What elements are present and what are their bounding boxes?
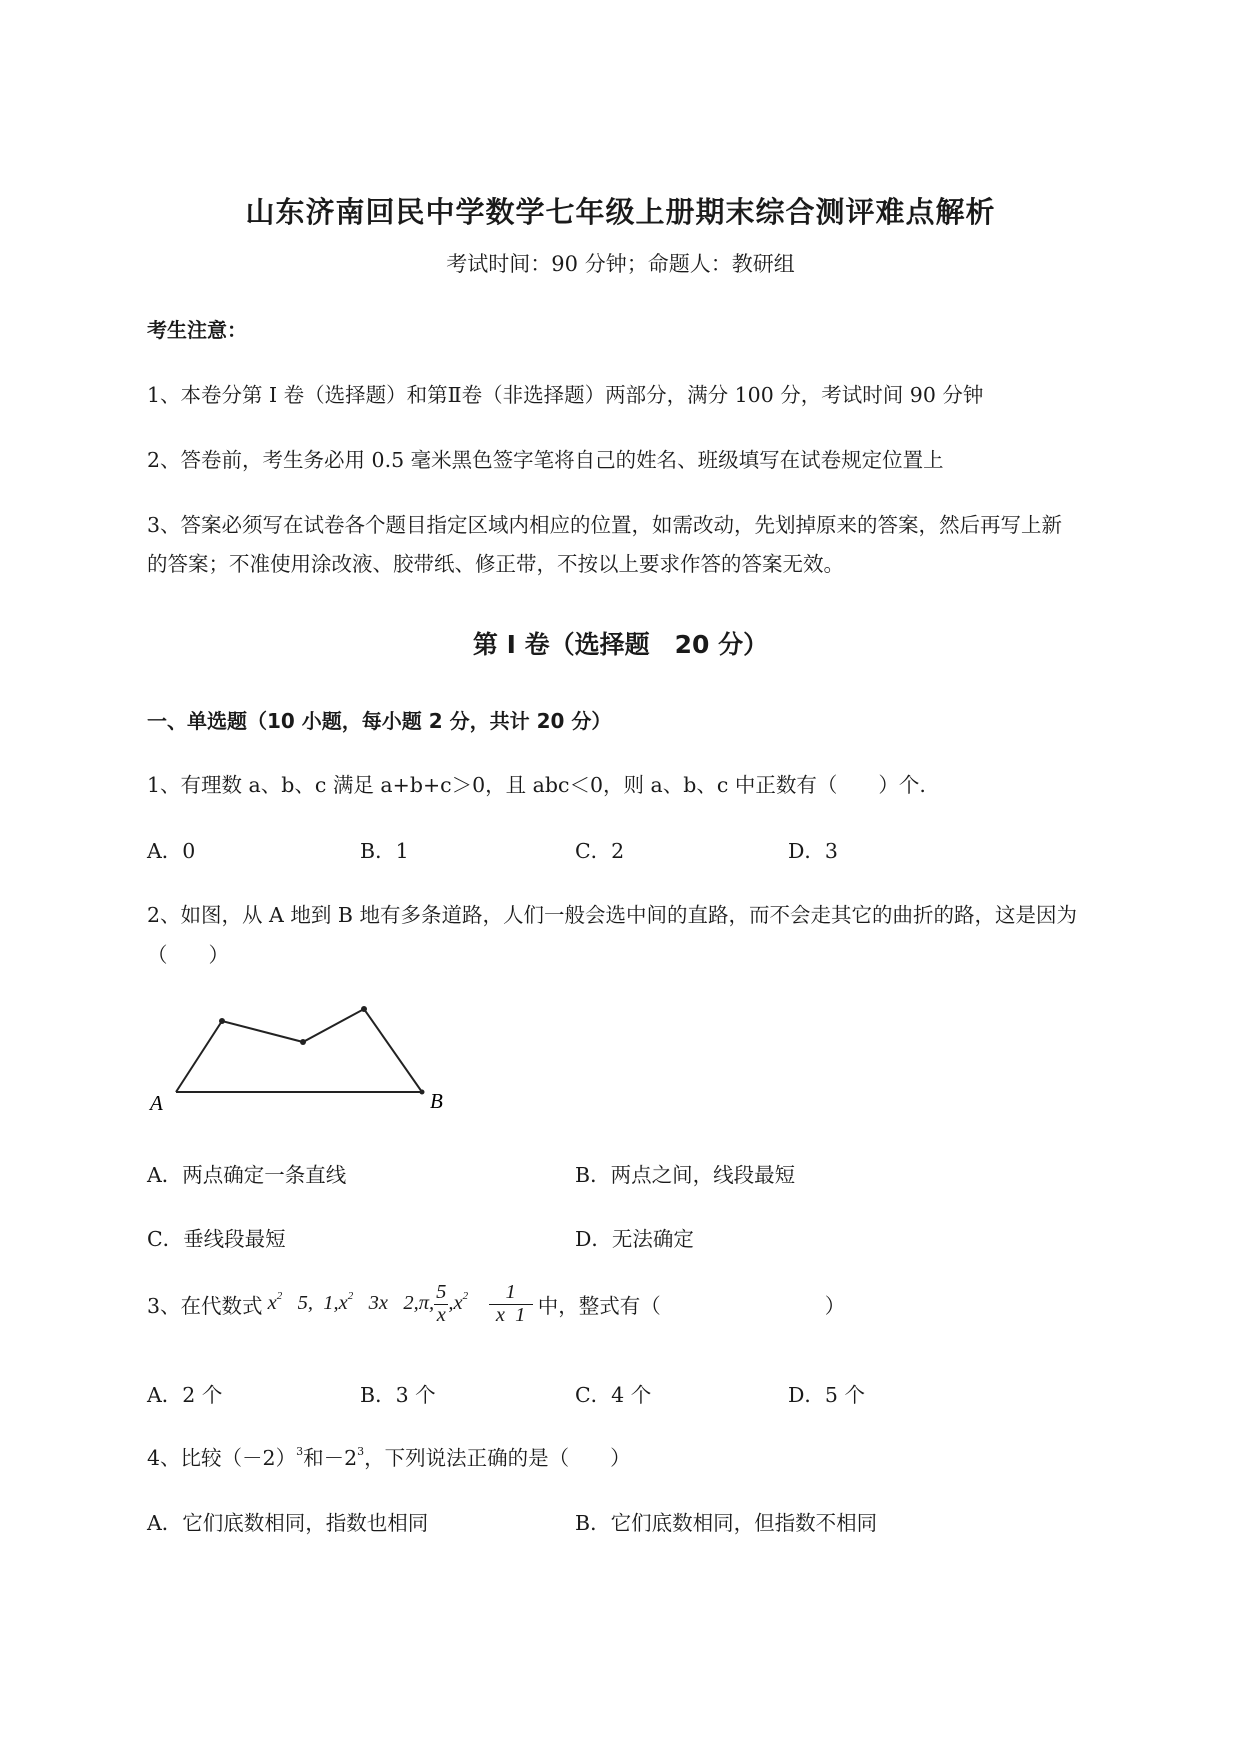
notice-item-1: 1、本卷分第 I 卷（选择题）和第Ⅱ卷（非选择题）两部分，满分 100 分，考试时间 90 分钟 (147, 383, 984, 407)
q3-option-a: A．2 个 (147, 1383, 223, 1407)
q3-expression (263, 1281, 538, 1326)
q3-option-d: D．5 个 (788, 1383, 865, 1407)
expr-fraction-1-over-x-1 (489, 1282, 533, 1326)
q1-option-b: B．1 (360, 839, 409, 863)
notice-heading: 考生注意： (147, 318, 247, 342)
path-vertex (300, 1039, 306, 1045)
q4-option-a: A．它们底数相同，指数也相同 (147, 1511, 429, 1535)
question-2-stem-cont: （ ） (147, 943, 229, 967)
q3-suffix: 中，整式有（ ） (537, 1294, 846, 1319)
expr-term: 1, (323, 1291, 339, 1314)
route-figure (146, 998, 466, 1122)
exam-info: 考试时间：90 分钟；命题人：教研组 (446, 252, 795, 276)
fraction-numerator: 5 (436, 1281, 447, 1303)
expr-term: x (338, 1291, 348, 1314)
expr-term: 5, (297, 1291, 314, 1314)
label-b: B (430, 1089, 443, 1113)
expr-exponent: 2 (276, 1289, 283, 1302)
fraction-numerator: 1 (489, 1282, 533, 1305)
page-title: 山东济南回民中学数学七年级上册期末综合测评难点解析 (245, 195, 996, 229)
path-vertex (219, 1018, 225, 1024)
q3-option-c: C．4 个 (575, 1383, 652, 1407)
section-heading: 一、单选题（10 小题，每小题 2 分，共计 20 分） (147, 709, 612, 733)
expr-exponent: 2 (347, 1289, 354, 1302)
q2-option-d: D．无法确定 (575, 1227, 694, 1251)
q1-option-a: A．0 (147, 839, 196, 863)
route-paths (176, 1009, 422, 1092)
expr-fraction-5-over-x (434, 1282, 448, 1326)
label-a: A (150, 1091, 163, 1115)
notice-item-3: 3、答案必须写在试卷各个题目指定区域内相应的位置，如需改动，先划掉原来的答案，然后再写上新 (147, 513, 1063, 537)
q1-option-c: C．2 (575, 839, 625, 863)
q4-stem-part: 4、比较（－2） (147, 1446, 297, 1470)
question-4-stem (147, 1441, 631, 1471)
expr-term: 2, (403, 1291, 419, 1314)
expr-term: x (453, 1291, 463, 1314)
fraction-denominator: x 1 (495, 1303, 526, 1326)
part-title: 第 I 卷（选择题 20 分） (472, 630, 769, 659)
expr-term: π, (418, 1291, 435, 1314)
point-b-dot (420, 1090, 425, 1095)
fraction-denominator: x (436, 1303, 446, 1326)
route-diagram (146, 998, 466, 1118)
question-2-stem: 2、如图，从 A 地到 B 地有多条道路，人们一般会选中间的直路，而不会走其它的曲折的路，这是因为 (147, 903, 1077, 927)
q2-option-c: C．垂线段最短 (147, 1227, 286, 1251)
q3-prefix: 3、在代数式 (147, 1294, 263, 1319)
expr-term: , (448, 1291, 454, 1314)
q2-option-a: A．两点确定一条直线 (147, 1163, 347, 1187)
question-1-stem: 1、有理数 a、b、c 满足 a+b+c＞0，且 abc＜0，则 a、b、c 中正数有（ ）个. (147, 773, 926, 797)
q1-option-d: D．3 (788, 839, 838, 863)
expr-term: 3x (368, 1291, 388, 1314)
q4-exponent: 3 (296, 1445, 304, 1458)
q2-option-b: B．两点之间，线段最短 (575, 1163, 796, 1187)
notice-item-2: 2、答卷前，考生务必用 0.5 毫米黑色签字笔将自己的姓名、班级填写在试卷规定位置上 (147, 448, 944, 472)
q4-exponent: 3 (357, 1445, 365, 1458)
q3-option-b: B．3 个 (360, 1383, 436, 1407)
expr-term: x (267, 1291, 277, 1314)
expr-exponent: 2 (462, 1289, 469, 1302)
q4-stem-part: 和－2 (303, 1446, 358, 1470)
notice-item-3-cont: 的答案；不准使用涂改液、胶带纸、修正带，不按以上要求作答的答案无效。 (147, 552, 844, 576)
path-vertex (361, 1006, 367, 1012)
q4-stem-part: ，下列说法正确的是（ ） (364, 1446, 631, 1470)
q4-option-b: B．它们底数相同，但指数不相同 (575, 1511, 878, 1535)
question-3-stem (147, 1282, 845, 1342)
